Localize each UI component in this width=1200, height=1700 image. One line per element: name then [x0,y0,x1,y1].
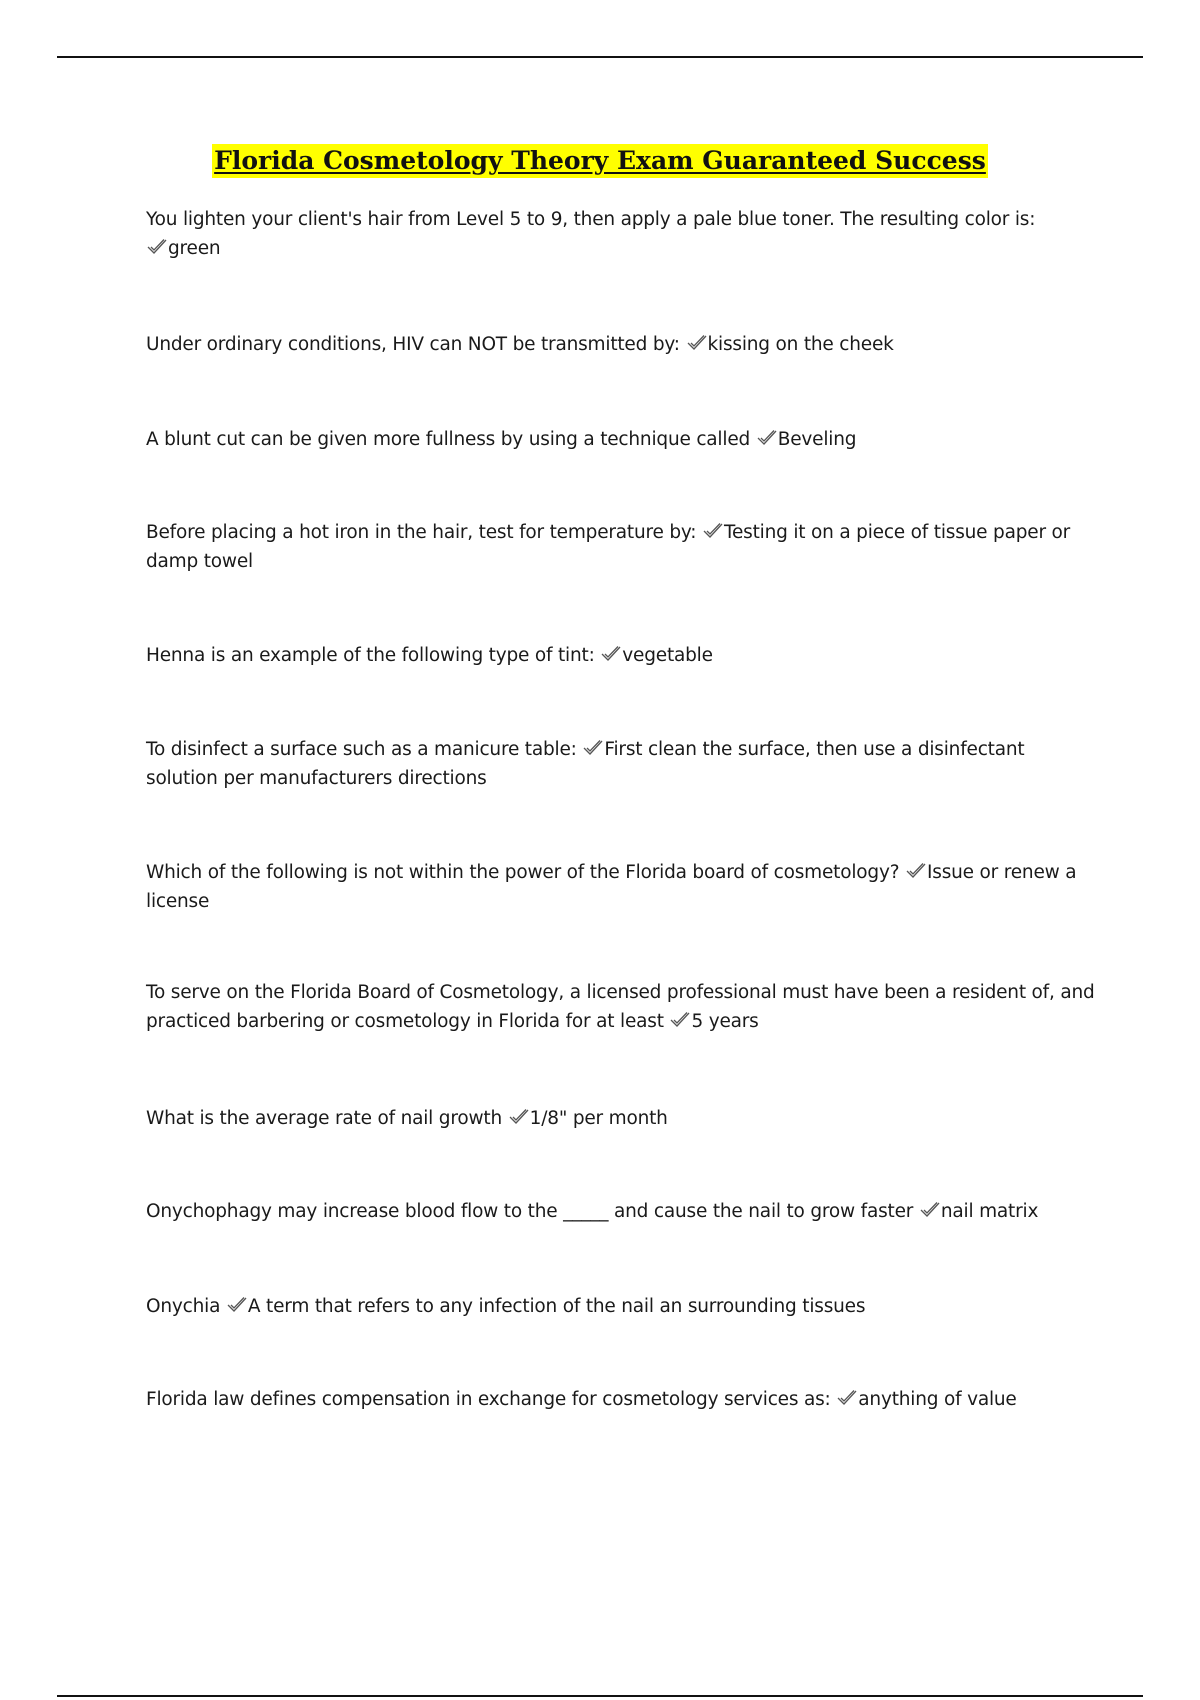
question-text: Onychophagy may increase blood flow to the _____ and cause the nail to grow faster [146,1201,914,1222]
answer-text: vegetable [622,645,713,666]
question-text: To serve on the Florida Board of Cosmetology, a licensed professional must have been a resident of, and practiced barbering or cosmetology in Florida for at least [146,982,1095,1032]
bottom-rule [57,1695,1143,1697]
qa-item [146,1197,1096,1226]
answer-text: 1/8" per month [529,1108,668,1129]
check-icon [146,238,168,256]
check-icon [669,1011,691,1029]
answer-text: nail matrix [940,1201,1039,1222]
qa-item [146,735,1096,793]
answer-text: green [168,238,221,259]
question-text: Florida law defines compensation in exchange for cosmetology services as: [146,1389,831,1410]
check-icon [508,1108,530,1126]
qa-item [146,205,1096,263]
answer-text: anything of value [858,1389,1017,1410]
qa-item [146,641,1096,670]
qa-item [146,1385,1096,1414]
question-text: Onychia [146,1296,221,1317]
question-text: Before placing a hot iron in the hair, test for temperature by: [146,522,697,543]
question-text: You lighten your client's hair from Level 5 to 9, then apply a pale blue toner. The resulting color is: [146,209,1036,230]
qa-item [146,978,1096,1036]
qa-item [146,518,1096,576]
check-icon [226,1296,248,1314]
answer-text: A term that refers to any infection of the nail an surrounding tissues [247,1296,866,1317]
qa-item [146,858,1096,916]
check-icon [582,739,604,757]
document-title: Florida Cosmetology Theory Exam Guaranteed Success [212,144,988,178]
check-icon [756,429,778,447]
check-icon [686,334,708,352]
answer-text: Issue or renew a license [146,862,1077,912]
check-icon [600,645,622,663]
question-text: Under ordinary conditions, HIV can NOT be transmitted by: [146,334,680,355]
answer-text: Testing it on a piece of tissue paper or damp towel [146,522,1071,572]
answer-text: 5 years [691,1011,759,1032]
check-icon [919,1201,941,1219]
answer-text: Beveling [777,429,857,450]
title-block [0,144,1200,178]
qa-item [146,330,1096,359]
answer-text: First clean the surface, then use a disinfectant solution per manufacturers directions [146,739,1025,789]
question-text: What is the average rate of nail growth [146,1108,502,1129]
qa-item [146,425,1096,454]
question-text: Which of the following is not within the power of the Florida board of cosmetology? [146,862,900,883]
question-text: To disinfect a surface such as a manicure table: [146,739,577,760]
question-text: Henna is an example of the following type of tint: [146,645,595,666]
check-icon [836,1389,858,1407]
question-text: A blunt cut can be given more fullness by using a technique called [146,429,751,450]
qa-item [146,1104,1096,1133]
check-icon [702,522,724,540]
qa-item [146,1292,1096,1321]
top-rule [57,56,1143,58]
check-icon [905,862,927,880]
answer-text: kissing on the cheek [707,334,894,355]
